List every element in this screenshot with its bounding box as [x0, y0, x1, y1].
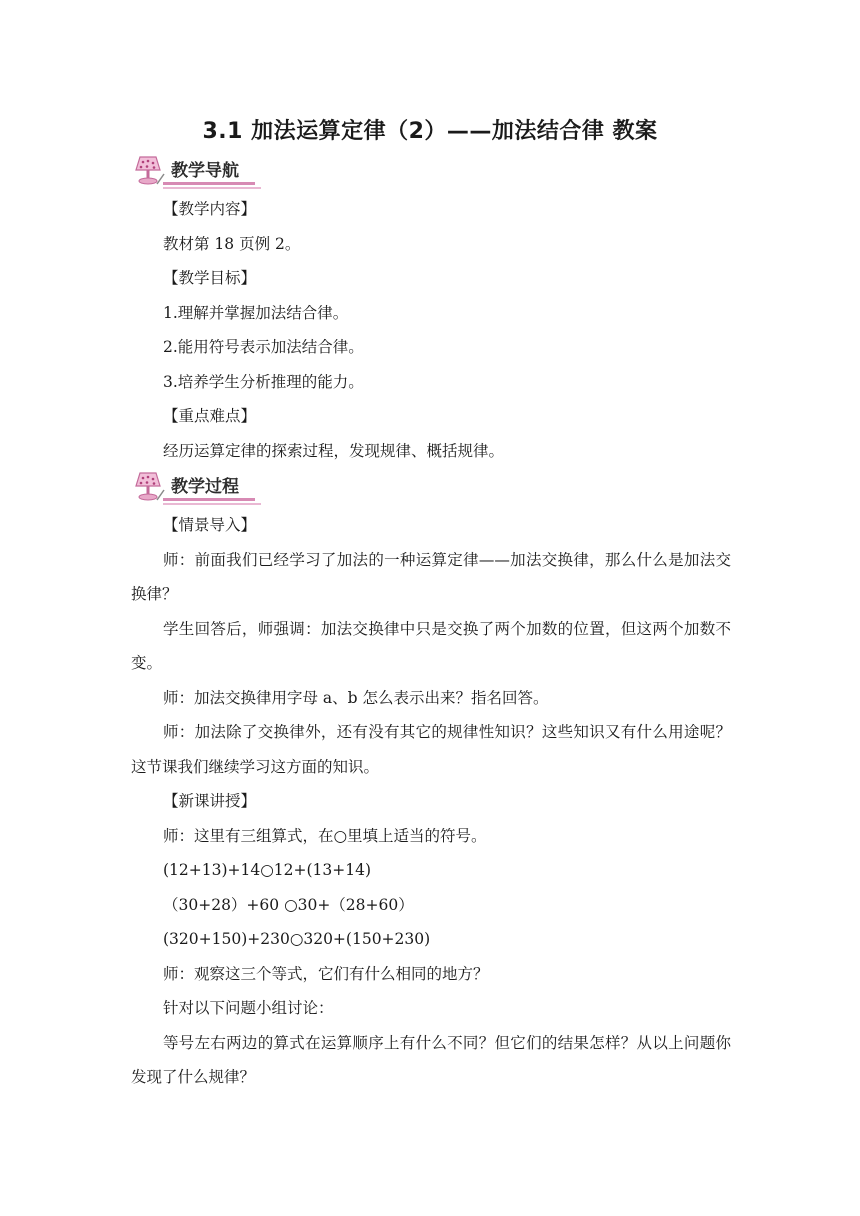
paragraph: 师：这里有三组算式，在○里填上适当的符号。 [163, 826, 487, 845]
paragraph: 2.能用符号表示加法结合律。 [163, 338, 364, 356]
paragraph: 师：加法除了交换律外，还有没有其它的规律性知识？这些知识又有什么用途呢？这节课我们继续学习这方面的知识。 [131, 723, 731, 776]
section-banner-process [131, 468, 731, 504]
paragraph: 【教学内容】 [163, 200, 257, 218]
paragraph: 【情景导入】 [163, 516, 257, 534]
document-body [131, 152, 731, 1095]
paragraph: 【新课讲授】 [163, 792, 257, 810]
formula-line: (320+150)+230○320+(150+230) [163, 930, 431, 948]
paragraph: 1.理解并掌握加法结合律。 [163, 303, 349, 322]
formula-line: (12+13)+14○12+(13+14) [163, 861, 372, 879]
paragraph: 师：观察这三个等式，它们有什么相同的地方？ [163, 964, 489, 983]
paragraph: 师：前面我们已经学习了加法的一种运算定律——加法交换律，那么什么是加法交换律？ [131, 550, 731, 603]
lamp-icon [131, 153, 165, 187]
paragraph: 针对以下问题小组讨论： [163, 999, 334, 1017]
banner-label: 教学过程 [163, 472, 255, 501]
paragraph: 经历运算定律的探索过程，发现规律、概括规律。 [163, 441, 505, 460]
paragraph: 3.培养学生分析推理的能力。 [163, 372, 364, 391]
formula-line: （30+28）+60 ○30+（28+60） [163, 895, 414, 914]
paragraph: 等号左右两边的算式在运算顺序上有什么不同？但它们的结果怎样？从以上问题你发现了什么规律？ [131, 1033, 731, 1086]
lamp-icon [131, 469, 165, 503]
paragraph: 学生回答后，师强调：加法交换律中只是交换了两个加数的位置，但这两个加数不变。 [131, 619, 731, 672]
paragraph: 【重点难点】 [163, 407, 257, 425]
banner-label: 教学导航 [163, 156, 255, 185]
paragraph: 教材第 18 页例 2。 [163, 234, 301, 253]
section-banner-guide [131, 152, 731, 188]
page-title: 3.1 加法运算定律（2）——加法结合律 教案 [202, 119, 658, 144]
paragraph: 师：加法交换律用字母 a、b 怎么表示出来？指名回答。 [163, 688, 549, 707]
paragraph: 【教学目标】 [163, 269, 257, 287]
